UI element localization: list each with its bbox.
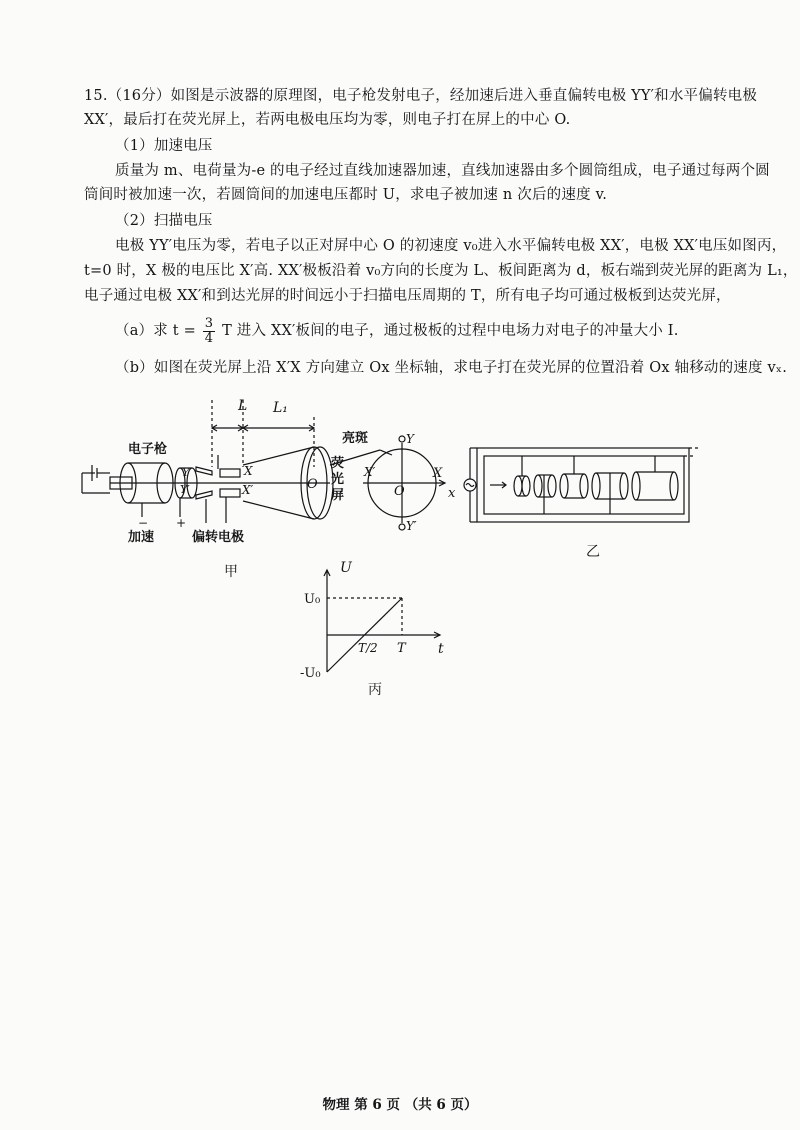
label-minus: −: [138, 516, 149, 530]
part2-line2: t=0 时，X 极的电压比 X′高. XX′极板沿着 v₀方向的长度为 L、板间距离为 d，板右端到荧光屏的距离为 L₁，: [84, 263, 798, 279]
part-a: [115, 314, 679, 348]
label-screen-3: 屏: [331, 488, 345, 503]
label-front-Y: Y: [406, 432, 414, 446]
label-plus: +: [176, 516, 187, 530]
part2-title: （2）扫描电压: [115, 213, 213, 229]
label-front-X: X: [433, 466, 443, 481]
tick-label-period: T: [397, 641, 406, 656]
label-deflection-plates: 偏转电极: [192, 530, 245, 545]
fraction-three-quarters: [203, 317, 215, 346]
question-header: 15.（16分）如图是示波器的原理图，电子枪发射电子，经加速后进入垂直偏转电极 YY′和水平偏转电极: [84, 88, 758, 104]
tick-label-U0: U₀: [304, 592, 321, 607]
figure-linear-accelerator: [460, 440, 700, 530]
label-screen-2: 光: [331, 472, 345, 487]
page-footer: 物理 第 6 页 （共 6 页）: [322, 1097, 478, 1113]
label-plate-X: X: [244, 464, 253, 478]
part-a-suffix: T 进入 XX′板间的电子，通过极板的过程中电场力对电子的冲量大小 I.: [222, 323, 679, 339]
label-L: L: [238, 398, 248, 414]
label-plate-Xp: X′: [242, 483, 254, 497]
part2-line1: 电极 YY′电压为零，若电子以正对屏中心 O 的初速度 v₀进入水平偏转电极 XX′，电极 XX′电压如图丙，: [115, 238, 787, 254]
part-a-prefix: （a）求 t =: [115, 323, 196, 339]
tick-label-negU0: -U₀: [300, 666, 321, 681]
label-front-Xp: X′: [364, 465, 376, 479]
label-screen-1: 荧: [331, 456, 345, 471]
caption-yi: 乙: [586, 544, 601, 560]
axis-label-t: t: [438, 641, 444, 657]
label-front-Yp: Y′: [406, 519, 417, 533]
label-front-O: O: [394, 484, 405, 499]
caption-jia: 甲: [224, 564, 239, 580]
label-electron-gun: 电子枪: [128, 442, 168, 457]
part1-line2: 筒间时被加速一次，若圆筒间的加速电压都时 U，求电子被加速 n 次后的速度 v.: [84, 187, 608, 203]
part1-line1: 质量为 m、电荷量为-e 的电子经过直线加速器加速，直线加速器由多个圆筒组成，电子通过每两个圆: [115, 163, 770, 179]
part2-line3: 电子通过电极 XX′和到达光屏的时间远小于扫描电压周期的 T，所有电子均可通过极板到达荧光屏，: [84, 288, 731, 304]
label-axis-x: x: [448, 486, 456, 501]
label-plate-Yp: Y′: [180, 483, 190, 496]
axis-label-U: U: [340, 560, 352, 576]
label-L1: L₁: [273, 400, 288, 416]
figure-oscilloscope: [80, 395, 460, 585]
caption-bing: 丙: [368, 682, 383, 698]
fraction-numerator: 3: [204, 315, 214, 331]
question-header-cont: XX′，最后打在荧光屏上，若两电极电压均为零，则电子打在屏上的中心 O.: [84, 112, 571, 128]
label-accelerate: 加速: [128, 530, 155, 545]
label-bright-spot: 亮斑: [342, 431, 369, 446]
figure-scan-voltage: [300, 560, 460, 700]
tick-label-half-period: T/2: [358, 641, 378, 655]
label-plate-Y: Y: [182, 466, 190, 479]
part-b: （b）如图在荧光屏上沿 X′X 方向建立 Ox 坐标轴，求电子打在荧光屏的位置沿着 Ox 轴移动的速度 vₓ.: [115, 360, 788, 376]
label-screen-O: O: [307, 477, 318, 492]
fraction-denominator: 4: [204, 330, 214, 346]
part1-title: （1）加速电压: [115, 138, 213, 154]
